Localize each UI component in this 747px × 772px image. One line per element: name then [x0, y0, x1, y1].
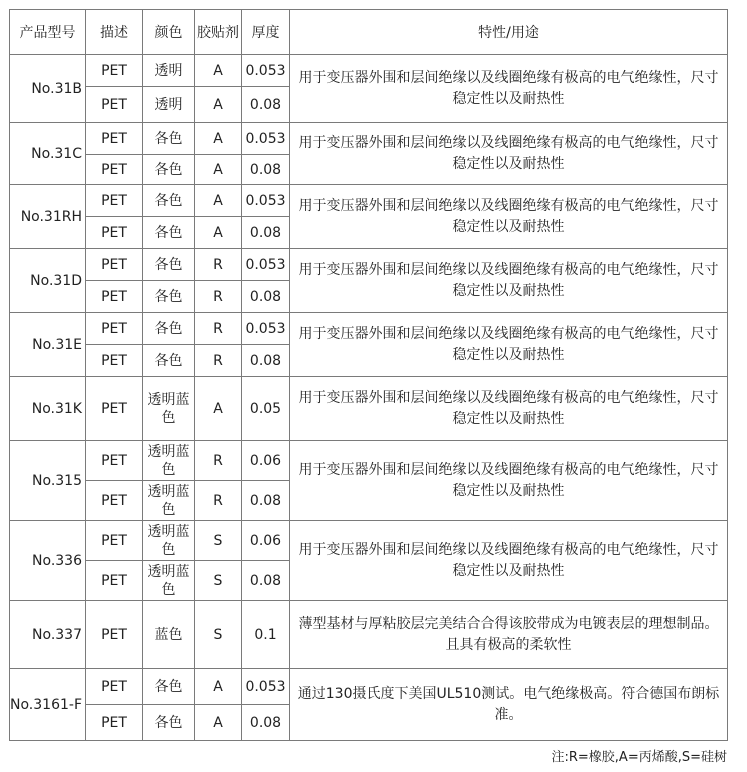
color-cell: 各色: [143, 313, 195, 345]
adhesive-cell: A: [195, 87, 242, 123]
model-cell: No.315: [10, 441, 86, 521]
adhesive-cell: A: [195, 377, 242, 441]
use-cell: 薄型基材与厚粘胶层完美结合合得该胶带成为电镀表层的理想制品。且具有极高的柔软性: [290, 601, 728, 669]
model-cell: No.31C: [10, 123, 86, 185]
desc-cell: PET: [86, 281, 143, 313]
thickness-cell: 0.08: [242, 561, 290, 601]
thickness-cell: 0.05: [242, 377, 290, 441]
color-cell: 各色: [143, 249, 195, 281]
thickness-cell: 0.053: [242, 249, 290, 281]
color-cell: 透明: [143, 87, 195, 123]
adhesive-cell: A: [195, 123, 242, 155]
thickness-cell: 0.08: [242, 481, 290, 521]
header-model: 产品型号: [10, 10, 86, 55]
header-adhesive: 胶贴剂: [195, 10, 242, 55]
table-row: [10, 249, 728, 281]
adhesive-cell: S: [195, 601, 242, 669]
color-cell: 蓝色: [143, 601, 195, 669]
desc-cell: PET: [86, 601, 143, 669]
product-spec-table: [9, 9, 728, 741]
thickness-cell: 0.08: [242, 217, 290, 249]
desc-cell: PET: [86, 561, 143, 601]
use-cell: 用于变压器外围和层间绝缘以及线圈绝缘有极高的电气绝缘性，尺寸稳定性以及耐热性: [290, 185, 728, 249]
thickness-cell: 0.06: [242, 521, 290, 561]
model-cell: No.31E: [10, 313, 86, 377]
desc-cell: PET: [86, 441, 143, 481]
thickness-cell: 0.053: [242, 123, 290, 155]
model-cell: No.31D: [10, 249, 86, 313]
thickness-cell: 0.053: [242, 669, 290, 705]
desc-cell: PET: [86, 481, 143, 521]
thickness-cell: 0.053: [242, 313, 290, 345]
desc-cell: PET: [86, 123, 143, 155]
color-cell: 各色: [143, 345, 195, 377]
table-row: [10, 123, 728, 155]
model-cell: No.3161-F: [10, 669, 86, 741]
desc-cell: PET: [86, 377, 143, 441]
desc-cell: PET: [86, 155, 143, 185]
model-cell: No.31B: [10, 55, 86, 123]
adhesive-cell: A: [195, 185, 242, 217]
adhesive-cell: R: [195, 313, 242, 345]
use-cell: 用于变压器外围和层间绝缘以及线圈绝缘有极高的电气绝缘性，尺寸稳定性以及耐热性: [290, 313, 728, 377]
header-thickness: 厚度: [242, 10, 290, 55]
color-cell: 透明蓝色: [143, 521, 195, 561]
thickness-cell: 0.08: [242, 281, 290, 313]
table-row: [10, 441, 728, 481]
desc-cell: PET: [86, 521, 143, 561]
adhesive-cell: A: [195, 155, 242, 185]
header-row: [10, 10, 728, 55]
color-cell: 各色: [143, 669, 195, 705]
thickness-cell: 0.053: [242, 185, 290, 217]
color-cell: 各色: [143, 217, 195, 249]
desc-cell: PET: [86, 185, 143, 217]
adhesive-cell: S: [195, 561, 242, 601]
adhesive-legend-note: 注:R=橡胶,A=丙烯酸,S=硅树: [551, 750, 727, 765]
adhesive-cell: R: [195, 249, 242, 281]
model-cell: No.337: [10, 601, 86, 669]
use-cell: 用于变压器外围和层间绝缘以及线圈绝缘有极高的电气绝缘性，尺寸稳定性以及耐热性: [290, 377, 728, 441]
desc-cell: PET: [86, 87, 143, 123]
color-cell: 透明蓝色: [143, 481, 195, 521]
adhesive-cell: R: [195, 345, 242, 377]
table-row: [10, 521, 728, 561]
table-row: [10, 185, 728, 217]
desc-cell: PET: [86, 669, 143, 705]
color-cell: 各色: [143, 123, 195, 155]
table-row: [10, 377, 728, 441]
thickness-cell: 0.08: [242, 155, 290, 185]
adhesive-cell: A: [195, 217, 242, 249]
color-cell: 透明: [143, 55, 195, 87]
desc-cell: PET: [86, 313, 143, 345]
desc-cell: PET: [86, 55, 143, 87]
adhesive-cell: A: [195, 55, 242, 87]
adhesive-cell: A: [195, 669, 242, 705]
desc-cell: PET: [86, 345, 143, 377]
adhesive-cell: A: [195, 705, 242, 741]
adhesive-cell: R: [195, 281, 242, 313]
table-row: [10, 669, 728, 705]
color-cell: 各色: [143, 185, 195, 217]
color-cell: 各色: [143, 155, 195, 185]
adhesive-cell: S: [195, 521, 242, 561]
model-cell: No.336: [10, 521, 86, 601]
table-row: [10, 601, 728, 669]
header-color: 颜色: [143, 10, 195, 55]
thickness-cell: 0.08: [242, 705, 290, 741]
use-cell: 用于变压器外围和层间绝缘以及线圈绝缘有极高的电气绝缘性，尺寸稳定性以及耐热性: [290, 249, 728, 313]
use-cell: 用于变压器外围和层间绝缘以及线圈绝缘有极高的电气绝缘性，尺寸稳定性以及耐热性: [290, 441, 728, 521]
color-cell: 透明蓝色: [143, 561, 195, 601]
color-cell: 透明蓝色: [143, 441, 195, 481]
thickness-cell: 0.053: [242, 55, 290, 87]
thickness-cell: 0.1: [242, 601, 290, 669]
use-cell: 通过130摄氏度下美国UL510测试。电气绝缘极高。符合德国布朗标准。: [290, 669, 728, 741]
use-cell: 用于变压器外围和层间绝缘以及线圈绝缘有极高的电气绝缘性，尺寸稳定性以及耐热性: [290, 521, 728, 601]
thickness-cell: 0.08: [242, 345, 290, 377]
use-cell: 用于变压器外围和层间绝缘以及线圈绝缘有极高的电气绝缘性，尺寸稳定性以及耐热性: [290, 123, 728, 185]
use-cell: 用于变压器外围和层间绝缘以及线圈绝缘有极高的电气绝缘性，尺寸稳定性以及耐热性: [290, 55, 728, 123]
adhesive-cell: R: [195, 441, 242, 481]
table-row: [10, 55, 728, 87]
table-row: [10, 313, 728, 345]
header-desc: 描述: [86, 10, 143, 55]
color-cell: 各色: [143, 281, 195, 313]
color-cell: 透明蓝色: [143, 377, 195, 441]
desc-cell: PET: [86, 705, 143, 741]
model-cell: No.31RH: [10, 185, 86, 249]
thickness-cell: 0.08: [242, 87, 290, 123]
color-cell: 各色: [143, 705, 195, 741]
model-cell: No.31K: [10, 377, 86, 441]
header-use: 特性/用途: [290, 10, 728, 55]
thickness-cell: 0.06: [242, 441, 290, 481]
desc-cell: PET: [86, 249, 143, 281]
adhesive-cell: R: [195, 481, 242, 521]
desc-cell: PET: [86, 217, 143, 249]
